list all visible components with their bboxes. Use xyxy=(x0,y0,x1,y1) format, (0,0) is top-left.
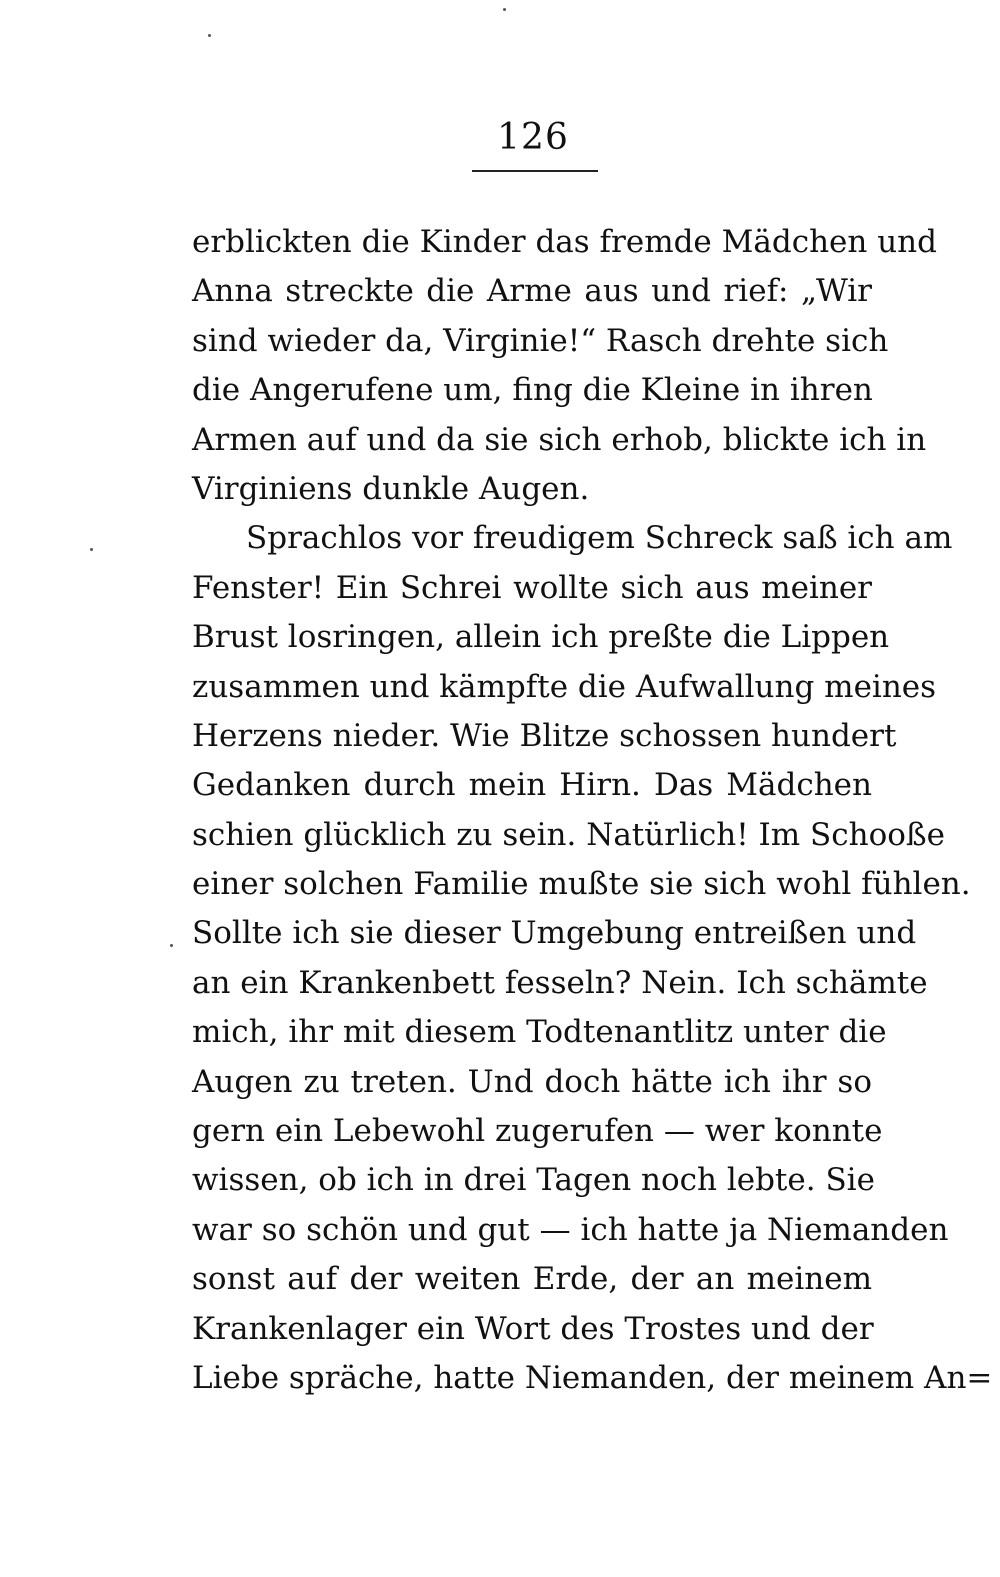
text-line: gern ein Lebewohl zugerufen — wer konnte xyxy=(192,1113,883,1150)
text-line: Gedanken durch mein Hirn. Das Mädchen xyxy=(192,767,872,804)
paper-speck xyxy=(208,34,211,37)
text-line: Liebe spräche, hatte Niemanden, der meinem An= xyxy=(192,1359,993,1396)
paper-speck xyxy=(90,548,93,551)
text-line: Sprachlos vor freudigem Schreck saß ich am xyxy=(246,520,953,557)
text-line: Anna streckte die Arme aus und rief: „Wir xyxy=(192,273,872,310)
text-line: Brust losringen, allein ich preßte die Lippen xyxy=(192,619,890,656)
text-line: war so schön und gut — ich hatte ja Niemanden xyxy=(192,1211,949,1248)
text-line: sind wieder da, Virginie!“ Rasch drehte sich xyxy=(192,322,889,359)
text-line: Augen zu treten. Und doch hätte ich ihr so xyxy=(192,1063,872,1100)
body-text xyxy=(192,218,993,1403)
page-number: 126 xyxy=(497,117,569,158)
text-line: Virginiens dunkle Augen. xyxy=(192,470,590,507)
text-line: erblickten die Kinder das fremde Mädchen und xyxy=(192,224,937,260)
text-line: mich, ihr mit diesem Todtenantlitz unter die xyxy=(192,1014,887,1051)
text-line: Herzens nieder. Wie Blitze schossen hundert xyxy=(192,717,897,754)
text-line: Sollte ich sie dieser Umgebung entreißen und xyxy=(192,915,917,952)
text-line: wissen, ob ich in drei Tagen noch lebte. Sie xyxy=(192,1162,875,1199)
text-line: sonst auf der weiten Erde, der an meinem xyxy=(192,1261,872,1298)
text-line: schien glücklich zu sein. Natürlich! Im Schooße xyxy=(192,816,945,853)
text-line: Krankenlager ein Wort des Trostes und der xyxy=(192,1310,874,1347)
text-line: Fenster! Ein Schrei wollte sich aus meiner xyxy=(192,569,872,606)
text-line: Armen auf und da sie sich erhob, blickte ich in xyxy=(192,421,927,458)
text-line: an ein Krankenbett fesseln? Nein. Ich schämte xyxy=(192,964,928,1001)
text-line: die Angerufene um, fing die Kleine in ihren xyxy=(192,372,873,409)
paper-speck xyxy=(170,944,173,947)
paper-speck xyxy=(503,8,506,11)
page-number-rule xyxy=(472,170,598,172)
text-line: zusammen und kämpfte die Aufwallung meines xyxy=(192,668,937,705)
text-line: einer solchen Familie mußte sie sich wohl fühlen. xyxy=(192,866,971,903)
